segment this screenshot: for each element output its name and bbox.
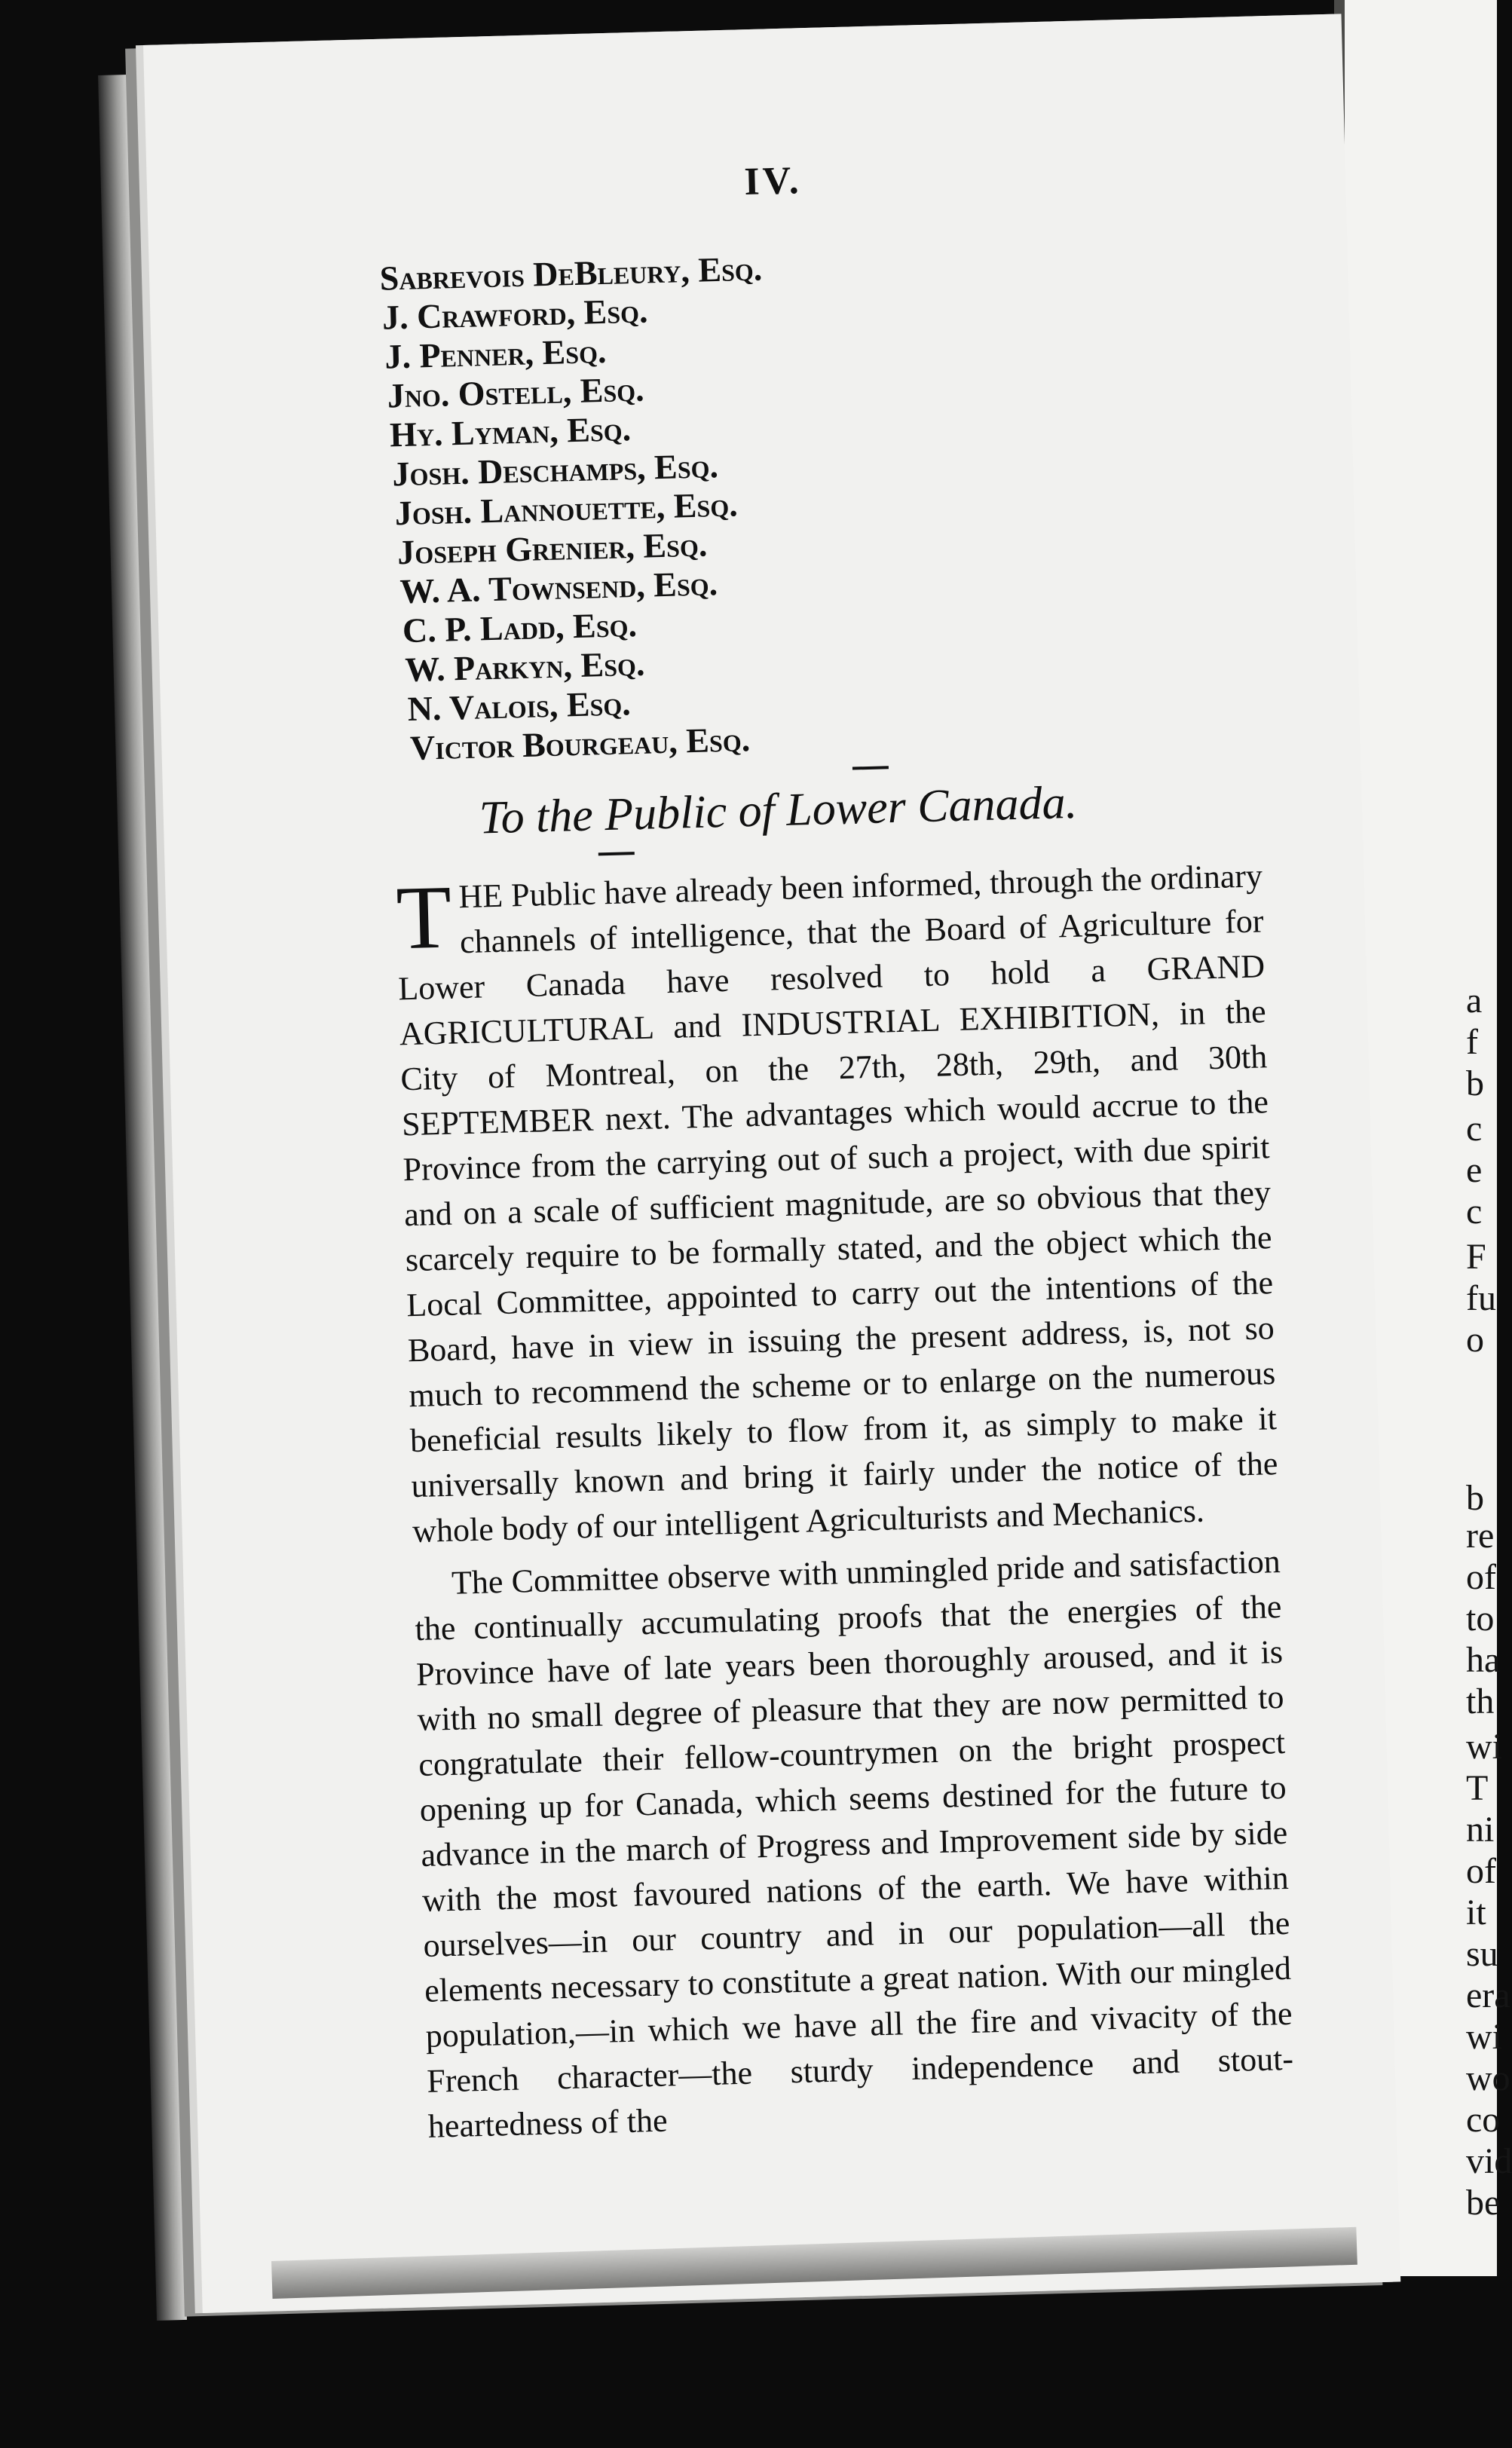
adjacent-page-fragment: be [1466, 2183, 1501, 2223]
committee-member: Jno. Ostell, Esq. [387, 369, 645, 415]
adjacent-page-fragment: F [1466, 1237, 1486, 1277]
adjacent-page-fragment: e [1466, 1150, 1483, 1190]
drop-cap: T [395, 866, 453, 968]
committee-member: J. Crawford, Esq. [381, 291, 649, 337]
adjacent-page-fragment: wo [1466, 2058, 1510, 2098]
committee-member: Joseph Grenier, Esq. [396, 525, 708, 572]
committee-member: Sabrevois DeBleury, Esq. [379, 249, 763, 298]
adjacent-page-fragment: of [1466, 1557, 1496, 1597]
committee-member: W. Parkyn, Esq. [404, 644, 645, 690]
page-number: IV. [743, 159, 803, 203]
adjacent-page-fragment: su [1466, 1934, 1498, 1974]
committee-member: Victor Bourgeau, Esq. [409, 720, 751, 767]
adjacent-page-fragment: ha [1466, 1640, 1501, 1680]
page-content [226, 147, 1294, 2153]
committee-member: C. P. Ladd, Esq. [402, 604, 638, 650]
adjacent-page-fragment: re [1466, 1516, 1495, 1556]
adjacent-page-fragment: wi [1466, 1727, 1502, 1767]
adjacent-page-fragment: b [1466, 1063, 1484, 1103]
committee-list [379, 237, 1251, 769]
section-title: To the Public of Lower Canada. [478, 776, 1078, 844]
adjacent-page-fragment: T [1466, 1768, 1489, 1808]
adjacent-page-fragment: of [1466, 1851, 1496, 1891]
committee-member: W. A. Townsend, Esq. [399, 564, 718, 611]
adjacent-page-fragment: to [1466, 1599, 1495, 1639]
committee-member: J. Penner, Esq. [384, 331, 607, 376]
adjacent-page-fragment: wi [1466, 2017, 1502, 2057]
adjacent-page-fragment: fu [1466, 1278, 1496, 1318]
paragraph-1-text: HE Public have already been informed, through the ordinary channels of intelligence, that the Board of Agriculture for Lower Canada have resolved to hold a GRAND AGRICULTURAL and INDUSTRIAL EXHIBITION, in the City of Montreal, on the 27th, 28th, 29th, and 30th SEPTEMBER next. The advantages which would accrue to the Province from the carrying out of such a project, with due spirit and on a scale of sufficient magnitude, are so obvious that they scarcely require to be formally stated, and the object which the Local Committee, appointed to carry out the intentions of the Board, have in view in issuing the present address, is, not so much to recommend the scheme or to enlarge on the numerous beneficial results likely to flow from it, as simply to make it universally known and bring it fairly under the notice of the whole body of our intelligent Agriculturists and Mechanics. [397, 857, 1278, 1550]
committee-member: Hy. Lyman, Esq. [389, 409, 632, 454]
adjacent-page-fragment: ni [1466, 1810, 1495, 1850]
adjacent-page-fragment: vid [1466, 2141, 1512, 2181]
adjacent-page-fragment: era [1466, 1975, 1510, 2015]
divider [598, 852, 635, 855]
committee-member: N. Valois, Esq. [407, 684, 632, 728]
adjacent-page-fragment: it [1466, 1893, 1486, 1932]
adjacent-page-fragment: a [1466, 981, 1483, 1021]
adjacent-page-fragment: b [1466, 1478, 1484, 1518]
divider [852, 766, 889, 770]
adjacent-page-fragment: c [1466, 1109, 1483, 1149]
committee-member: Josh. Lannouette, Esq. [394, 485, 739, 533]
paragraph-1 [395, 853, 1279, 1554]
adjacent-page-fragment: f [1466, 1022, 1478, 1062]
adjacent-page-fragment: c [1466, 1192, 1483, 1232]
adjacent-page-fragment: th [1466, 1681, 1495, 1721]
adjacent-page-fragment: co [1466, 2100, 1501, 2140]
committee-member: Josh. Deschamps, Esq. [391, 446, 719, 494]
paragraph-2: The Committee observe with unmingled pride and satisfaction the continually accumulating proofs that the energies of the Province have of late years been thoroughly aroused, and it is with no small degree of pleasure that they are now permitted to congratulate their fellow-countrymen on the bright prospect opening up for Canada, which seems destined for the future to advance in the march of Progress and Improvement side by side with the most favoured nations of the earth. We have within ourselves—in our country and in our population—all the elements necessary to constitute a great nation. With our mingled population,—in which we have all the fire and vivacity of the French character—the sturdy independence and stout-heartedness of the [415, 1543, 1294, 2145]
adjacent-page-fragment: o [1466, 1320, 1484, 1360]
